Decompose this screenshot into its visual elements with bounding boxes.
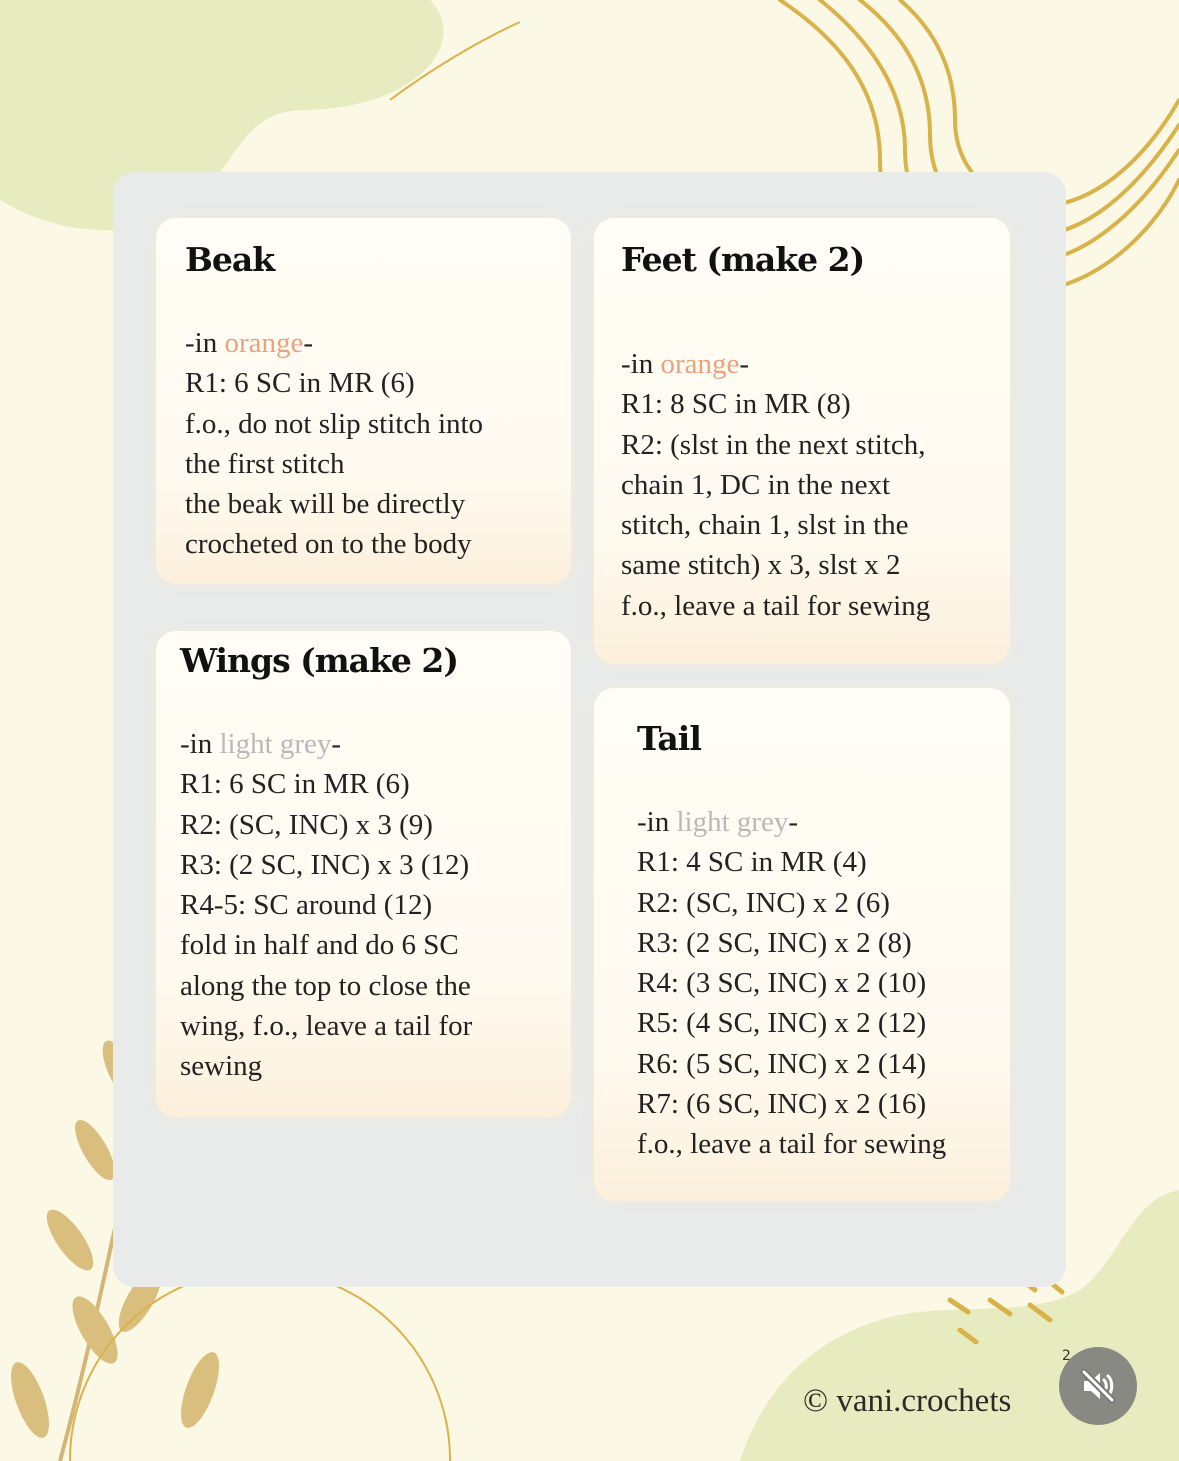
wings-color: light grey [219,728,332,760]
feet-color: orange [660,348,740,380]
beak-card [156,218,571,584]
wings-title: Wings (make 2) [180,641,458,680]
instruction-line: sewing [180,1050,263,1083]
instruction-line: chain 1, DC in the next [621,468,891,501]
instruction-line: R1: 4 SC in MR (4) [637,846,867,879]
instruction-line: R1: 8 SC in MR (8) [621,388,851,421]
instruction-line: crocheted on to the body [185,528,472,561]
mute-button[interactable] [1059,1347,1137,1425]
feet-color-line: -in orange- [621,348,750,380]
tail-color: light grey [676,806,789,838]
instruction-line: R3: (2 SC, INC) x 2 (8) [637,926,912,959]
instruction-line: R2: (SC, INC) x 2 (6) [637,886,890,919]
instruction-line: the first stitch [185,447,345,480]
beak-title: Beak [185,240,275,279]
feet-instructions [621,344,930,626]
instruction-line: wing, f.o., leave a tail for [180,1010,473,1043]
instruction-line: f.o., leave a tail for sewing [621,589,931,622]
instruction-line: R7: (6 SC, INC) x 2 (16) [637,1088,927,1121]
instruction-line: R3: (2 SC, INC) x 3 (12) [180,848,470,881]
page-indicator: 2 [1062,1348,1071,1364]
tail-card [594,688,1010,1201]
beak-instructions [185,323,483,565]
instruction-line: stitch, chain 1, slst in the [621,509,909,542]
instruction-line: along the top to close the [180,969,471,1002]
instruction-line: R1: 6 SC in MR (6) [185,367,415,400]
instruction-line: R5: (4 SC, INC) x 2 (12) [637,1007,927,1040]
beak-color: orange [224,327,304,359]
beak-color-line: -in orange- [185,327,314,359]
instruction-line: R1: 6 SC in MR (6) [180,768,410,801]
tail-instructions [637,802,946,1165]
instruction-line: R4-5: SC around (12) [180,889,433,922]
wings-color-line: -in light grey- [180,728,342,760]
copyright-watermark: © vani.crochets [803,1383,1012,1419]
instruction-line: f.o., leave a tail for sewing [637,1128,947,1161]
instruction-line: f.o., do not slip stitch into [185,407,484,440]
instruction-line: R2: (slst in the next stitch, [621,428,926,461]
wings-card [156,631,571,1117]
instruction-line: R6: (5 SC, INC) x 2 (14) [637,1047,927,1080]
speaker-muted-icon [1078,1366,1118,1406]
feet-title: Feet (make 2) [621,240,865,279]
instruction-line: same stitch) x 3, slst x 2 [621,549,901,582]
tail-color-line: -in light grey- [637,806,799,838]
instruction-line: R4: (3 SC, INC) x 2 (10) [637,967,927,1000]
instruction-line: the beak will be directly [185,488,466,521]
instruction-line: R2: (SC, INC) x 3 (9) [180,808,433,841]
feet-card [594,218,1010,664]
wings-instructions [180,724,472,1087]
tail-title: Tail [637,719,701,758]
instruction-line: fold in half and do 6 SC [180,929,459,962]
